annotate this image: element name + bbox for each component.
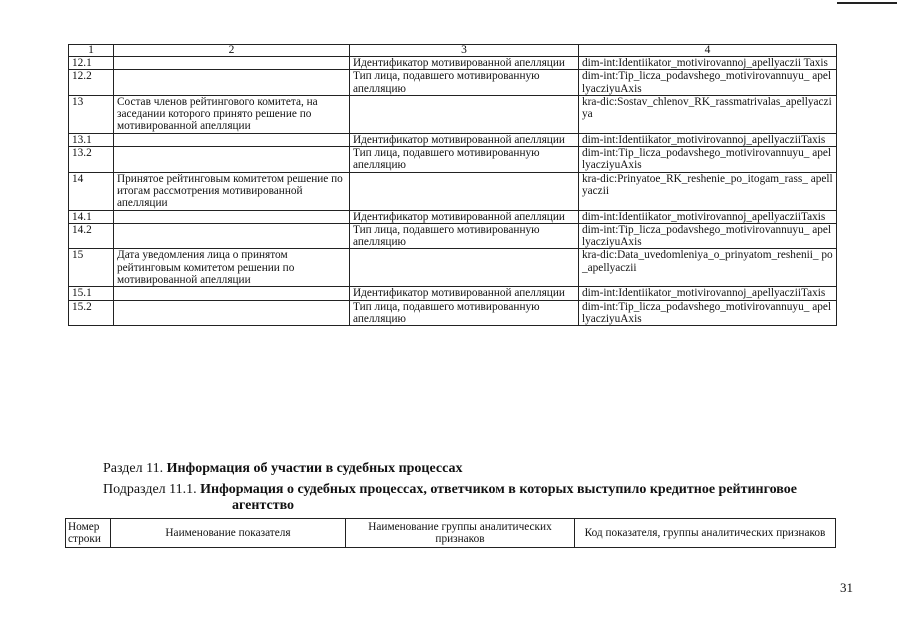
subsection-title: Информация о судебных процессах, ответчиком в которых выступило кредитное рейтинговое — [200, 482, 797, 497]
section-title: Информация об участии в судебных процессах — [166, 461, 463, 476]
row-number: 12.2 — [69, 70, 114, 96]
row-number: 14.1 — [69, 210, 114, 223]
row-number: 15 — [69, 249, 114, 287]
indicator-code: dim-int:Tip_licza_podavshego_motivirovannuyu_ apellyacziyuAxis — [579, 223, 837, 249]
table-row — [69, 57, 837, 70]
header-row-number: Номер строки — [66, 519, 111, 548]
column-number: 4 — [579, 45, 837, 57]
indicator-name — [114, 70, 350, 96]
indicator-name: Принятое рейтинговым комитетом решение по итогам рассмотрения мотивированной апелляции — [114, 172, 350, 210]
indicator-code: kra-dic:Sostav_chlenov_RK_rassmatrivalas_apellyacziya — [579, 95, 837, 133]
column-number-row — [69, 45, 837, 57]
group-name — [350, 95, 579, 133]
indicator-name — [114, 223, 350, 249]
indicator-name — [114, 133, 350, 146]
table-row — [69, 300, 837, 326]
indicator-code: kra-dic:Prinyatoe_RK_reshenie_po_itogam_rass_ apellyaczii — [579, 172, 837, 210]
header-indicator-code: Код показателя, группы аналитических признаков — [575, 519, 836, 548]
group-name: Тип лица, подавшего мотивированную апелляцию — [350, 70, 579, 96]
indicator-code: dim-int:Identiikator_motivirovannoj_apellyaczii Taxis — [579, 57, 837, 70]
indicator-name — [114, 287, 350, 300]
indicator-code: dim-int:Identiikator_motivirovannoj_apellyacziiTaxis — [579, 210, 837, 223]
table-row — [69, 147, 837, 173]
subsection-prefix: Подраздел 11.1. — [103, 482, 201, 497]
section-prefix: Раздел 11. — [103, 461, 167, 476]
indicator-code: kra-dic:Data_uvedomleniya_o_prinyatom_reshenii_ po_apellyaczii — [579, 249, 837, 287]
indicator-name — [114, 147, 350, 173]
indicator-name — [114, 210, 350, 223]
indicator-code: dim-int:Identiikator_motivirovannoj_apellyacziiTaxis — [579, 287, 837, 300]
indicator-name — [114, 57, 350, 70]
section-heading — [103, 461, 462, 477]
column-number: 3 — [350, 45, 579, 57]
corner-mark — [837, 2, 897, 4]
column-number: 1 — [69, 45, 114, 57]
indicator-table — [68, 44, 837, 326]
table-row — [69, 95, 837, 133]
row-number: 14 — [69, 172, 114, 210]
group-name: Идентификатор мотивированной апелляции — [350, 210, 579, 223]
row-number: 15.2 — [69, 300, 114, 326]
group-name: Идентификатор мотивированной апелляции — [350, 57, 579, 70]
header-indicator-name: Наименование показателя — [111, 519, 346, 548]
subsection-heading — [103, 482, 797, 498]
page-number: 31 — [840, 580, 853, 595]
indicator-name — [114, 300, 350, 326]
group-name: Тип лица, подавшего мотивированную апелляцию — [350, 147, 579, 173]
table-row — [69, 223, 837, 249]
table-row — [69, 133, 837, 146]
header-table — [65, 518, 836, 548]
table-row — [69, 249, 837, 287]
table-row — [69, 287, 837, 300]
row-number: 15.1 — [69, 287, 114, 300]
indicator-code: dim-int:Tip_licza_podavshego_motivirovannuyu_ apellyacziyuAxis — [579, 300, 837, 326]
row-number: 13.2 — [69, 147, 114, 173]
table-row — [69, 210, 837, 223]
indicator-code: dim-int:Tip_licza_podavshego_motivirovannuyu_ apellyacziyuAxis — [579, 147, 837, 173]
group-name: Идентификатор мотивированной апелляции — [350, 133, 579, 146]
header-group-name: Наименование группы аналитических признаков — [346, 519, 575, 548]
indicator-code: dim-int:Tip_licza_podavshego_motivirovannuyu_ apellyacziyuAxis — [579, 70, 837, 96]
indicator-name: Состав членов рейтингового комитета, на заседании которого принято решение по мотивированной апелляции — [114, 95, 350, 133]
indicator-name: Дата уведомления лица о принятом рейтинговым комитетом решении по мотивированной апелляции — [114, 249, 350, 287]
group-name — [350, 172, 579, 210]
row-number: 14.2 — [69, 223, 114, 249]
indicator-code: dim-int:Identiikator_motivirovannoj_apellyacziiTaxis — [579, 133, 837, 146]
table-row — [69, 172, 837, 210]
column-number: 2 — [114, 45, 350, 57]
group-name — [350, 249, 579, 287]
group-name: Тип лица, подавшего мотивированную апелляцию — [350, 300, 579, 326]
row-number: 12.1 — [69, 57, 114, 70]
table-row — [69, 70, 837, 96]
header-row — [66, 519, 836, 548]
subsection-title-continuation: агентство — [232, 498, 295, 513]
row-number: 13.1 — [69, 133, 114, 146]
group-name: Идентификатор мотивированной апелляции — [350, 287, 579, 300]
row-number: 13 — [69, 95, 114, 133]
group-name: Тип лица, подавшего мотивированную апелляцию — [350, 223, 579, 249]
